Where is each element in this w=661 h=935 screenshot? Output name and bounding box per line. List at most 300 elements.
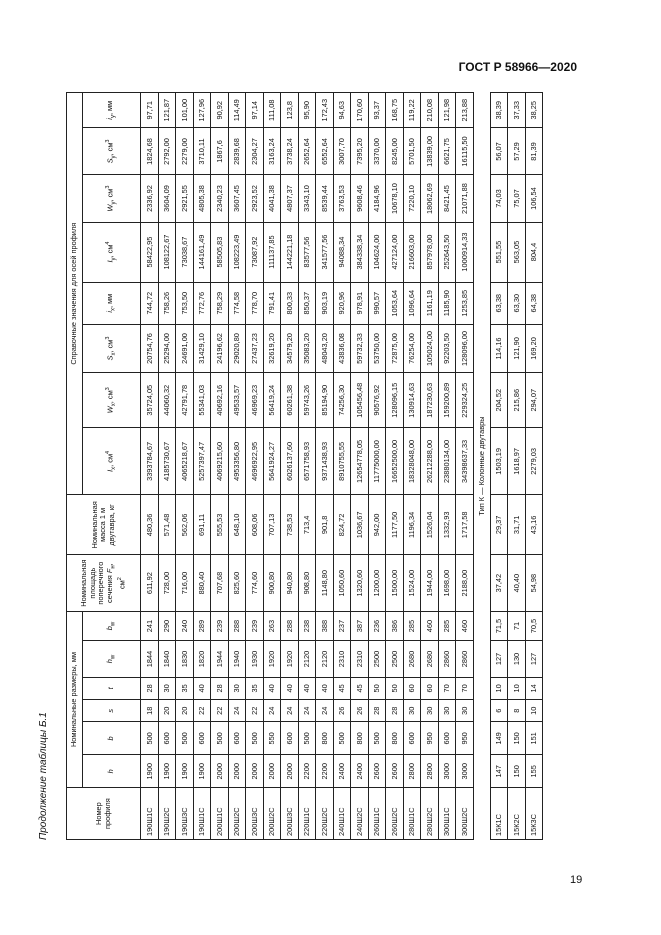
table-cell: 263 — [263, 611, 281, 640]
table-cell: 31429,10 — [193, 324, 211, 372]
table-cell: 2200 — [316, 755, 334, 788]
table-cell: 3604,09 — [158, 175, 176, 222]
table-cell: 753,50 — [176, 282, 194, 324]
profile-name-cell: 190Ш1С — [193, 788, 211, 840]
table-cell: 600 — [158, 722, 176, 755]
table-cell: 5701,50 — [403, 128, 421, 175]
table-cell: 920,96 — [333, 282, 351, 324]
table-cell: 241 — [141, 611, 159, 640]
col-header-profile: Номер профиля — [67, 788, 141, 840]
table-cell: 229324,25 — [456, 373, 474, 428]
table-cell: 2340,23 — [211, 175, 229, 222]
table-cell: 114,16 — [490, 324, 508, 372]
table-cell: 40 — [316, 677, 334, 699]
table-cell: 90,92 — [211, 93, 229, 128]
table-cell: 46969,23 — [246, 373, 264, 428]
table-cell: 127 — [525, 641, 543, 677]
table-cell: 14 — [525, 677, 543, 699]
group-header-nominal-dims: Номинальные размеры, мм — [67, 611, 83, 787]
table-cell: 460 — [456, 611, 474, 640]
table-cell: 555,53 — [211, 495, 229, 555]
table-cell: 1036,67 — [351, 495, 369, 555]
table-cell: 1900 — [193, 755, 211, 788]
table-cell: 74,03 — [490, 175, 508, 222]
table-cell: 1253,85 — [456, 282, 474, 324]
table-cell: 105456,48 — [351, 373, 369, 428]
table-cell: 2800 — [421, 755, 439, 788]
table-cell: 30 — [438, 700, 456, 722]
table-cell: 2500 — [368, 641, 386, 677]
table-cell: 940,80 — [281, 555, 299, 611]
table-cell: 880,40 — [193, 555, 211, 611]
table-cell: 942,00 — [368, 495, 386, 555]
table-cell: 2000 — [246, 755, 264, 788]
table-cell: 24 — [228, 700, 246, 722]
table-cell: 216603,00 — [403, 222, 421, 282]
profile-name-cell: 240Ш2С — [351, 788, 369, 840]
table-cell: 73038,67 — [176, 222, 194, 282]
type-k-title: Тип К — Колонные двутавры — [473, 93, 490, 840]
table-row — [525, 93, 543, 840]
table-row — [211, 93, 229, 840]
table-cell: 758,29 — [211, 282, 229, 324]
table-cell: 20754,76 — [141, 324, 159, 372]
table-cell: 6 — [490, 700, 508, 722]
table-cell: 563,05 — [508, 222, 526, 282]
table-cell: 4184,96 — [368, 175, 386, 222]
table-cell: 238 — [298, 611, 316, 640]
table-cell: 44060,32 — [158, 373, 176, 428]
col-header-area: Номинальная площадь поперечного сечения $F_н$, $см^2$ — [67, 555, 141, 611]
table-cell: 3393784,67 — [141, 428, 159, 495]
table-cell: 2600 — [386, 755, 404, 788]
table-cell: 3370,00 — [368, 128, 386, 175]
table-cell: 71 — [508, 611, 526, 640]
table-cell: 71,5 — [490, 611, 508, 640]
table-cell: 16115,50 — [456, 128, 474, 175]
table-cell: 500 — [298, 722, 316, 755]
table-cell: 2400 — [351, 755, 369, 788]
table-cell: 4065218,67 — [176, 428, 194, 495]
table-row — [438, 93, 456, 840]
table-cell: 128096,15 — [386, 373, 404, 428]
table-cell: 2310 — [333, 641, 351, 677]
col-header-sy: $S_y$, $см^3$ — [83, 128, 141, 175]
table-cell: 121,87 — [158, 93, 176, 128]
table-cell: 288 — [281, 611, 299, 640]
table-cell: 800,33 — [281, 282, 299, 324]
table-cell: 285 — [438, 611, 456, 640]
table-cell: 30 — [456, 700, 474, 722]
table-cell: 707,68 — [211, 555, 229, 611]
table-cell: 8245,00 — [386, 128, 404, 175]
profile-name-cell: 280Ш2С — [421, 788, 439, 840]
table-cell: 1698,00 — [438, 555, 456, 611]
table-cell: 8 — [508, 700, 526, 722]
table-cell: 8421,45 — [438, 175, 456, 222]
table-cell: 57,29 — [508, 128, 526, 175]
table-cell: 111,08 — [263, 93, 281, 128]
col-header-t: t — [83, 677, 141, 699]
table-cell: 4041,38 — [263, 175, 281, 222]
table-cell: 2680 — [421, 641, 439, 677]
table-cell: 4953356,80 — [228, 428, 246, 495]
table-cell: 49533,57 — [228, 373, 246, 428]
table-cell: 43,16 — [525, 495, 543, 555]
table-cell: 35 — [246, 677, 264, 699]
table-cell: 900,80 — [263, 555, 281, 611]
table-cell: 2336,92 — [141, 175, 159, 222]
table-cell: 2860 — [438, 641, 456, 677]
table-cell: 38,25 — [525, 93, 543, 128]
table-cell: 123,8 — [281, 93, 299, 128]
table-cell: 460 — [421, 611, 439, 640]
table-cell: 43836,08 — [333, 324, 351, 372]
table-cell: 1844 — [141, 641, 159, 677]
table-cell: 59743,26 — [298, 373, 316, 428]
table-body-k — [490, 93, 543, 840]
table-cell: 778,70 — [246, 282, 264, 324]
table-cell: 26212288,00 — [421, 428, 439, 495]
table-row — [193, 93, 211, 840]
table-cell: 1196,34 — [403, 495, 421, 555]
table-cell: 386 — [386, 611, 404, 640]
table-cell: 978,91 — [351, 282, 369, 324]
table-cell: 3000 — [456, 755, 474, 788]
table-row — [281, 93, 299, 840]
table-cell: 2923,52 — [246, 175, 264, 222]
table-cell: 1148,80 — [316, 555, 334, 611]
profile-name-cell: 300Ш1С — [438, 788, 456, 840]
table-cell: 38,39 — [490, 93, 508, 128]
table-cell: 24196,62 — [211, 324, 229, 372]
table-cell: 50 — [386, 677, 404, 699]
table-cell: 239 — [246, 611, 264, 640]
table-cell: 5641924,27 — [263, 428, 281, 495]
table-cell: 288 — [228, 611, 246, 640]
table-cell: 240 — [176, 611, 194, 640]
table-cell: 237 — [333, 611, 351, 640]
table-cell: 31,71 — [508, 495, 526, 555]
table-cell: 3007,70 — [333, 128, 351, 175]
table-cell: 2304,27 — [246, 128, 264, 175]
table-cell: 1944,00 — [421, 555, 439, 611]
table-caption: Продолжение таблицы Б.1 — [38, 712, 49, 840]
profile-name-cell: 190Ш2С — [158, 788, 176, 840]
table-cell: 92203,50 — [438, 324, 456, 372]
col-header-s: s — [83, 700, 141, 722]
table-cell: 150 — [508, 722, 526, 755]
table-cell: 7395,20 — [351, 128, 369, 175]
table-cell: 3343,10 — [298, 175, 316, 222]
table-cell: 4185730,67 — [158, 428, 176, 495]
table-cell: 29020,80 — [228, 324, 246, 372]
table-cell: 6552,64 — [316, 128, 334, 175]
table-cell: 63,30 — [508, 282, 526, 324]
table-cell: 34398637,33 — [456, 428, 474, 495]
table-cell: 10678,10 — [386, 175, 404, 222]
table-cell: 56419,24 — [263, 373, 281, 428]
col-header-ix: $I_x$, $см^4$ — [83, 428, 141, 495]
table-cell: 2680 — [403, 641, 421, 677]
table-cell: 40 — [298, 677, 316, 699]
table-cell: 60261,38 — [281, 373, 299, 428]
table-cell: 28 — [141, 677, 159, 699]
table-cell: 127,96 — [193, 93, 211, 128]
table-cell: 608,06 — [246, 495, 264, 555]
table-cell: 76254,00 — [403, 324, 421, 372]
table-cell: 55341,03 — [193, 373, 211, 428]
table-cell: 215,86 — [508, 373, 526, 428]
profile-name-cell: 15К3С — [525, 788, 543, 840]
table-cell: 8539,44 — [316, 175, 334, 222]
table-cell: 1320,60 — [351, 555, 369, 611]
table-cell: 236 — [368, 611, 386, 640]
col-header-mass: Номинальная масса 1 м двутавра, кг — [67, 495, 141, 555]
table-cell: 168,75 — [386, 93, 404, 128]
table-cell: 707,13 — [263, 495, 281, 555]
table-cell: 2860 — [456, 641, 474, 677]
table-cell: 6571758,93 — [298, 428, 316, 495]
col-header-wx: $W_x$, $см^3$ — [83, 373, 141, 428]
profile-name-cell: 220Ш2С — [316, 788, 334, 840]
rotated-table-area — [38, 92, 580, 840]
table-cell: 744,72 — [141, 282, 159, 324]
table-cell: 155 — [525, 755, 543, 788]
col-header-ixr: $i_x$, мм — [83, 282, 141, 324]
table-cell: 58505,83 — [211, 222, 229, 282]
table-cell: 571,48 — [158, 495, 176, 555]
table-cell: 18062,69 — [421, 175, 439, 222]
table-cell: 94088,34 — [333, 222, 351, 282]
table-cell: 2279,03 — [525, 428, 543, 495]
table-cell: 1820 — [193, 641, 211, 677]
table-cell: 121,90 — [508, 324, 526, 372]
profile-name-cell: 300Ш2С — [456, 788, 474, 840]
table-cell: 2800 — [403, 755, 421, 788]
table-cell: 550 — [263, 722, 281, 755]
table-cell: 2120 — [298, 641, 316, 677]
table-cell: 5257397,47 — [193, 428, 211, 495]
table-cell: 1920 — [263, 641, 281, 677]
table-cell: 119,22 — [403, 93, 421, 128]
table-cell: 728,00 — [158, 555, 176, 611]
table-cell: 22 — [211, 700, 229, 722]
table-cell: 11775000,00 — [368, 428, 386, 495]
table-cell: 50 — [368, 677, 386, 699]
profile-name-cell: 200Ш2С — [263, 788, 281, 840]
table-cell: 2000 — [211, 755, 229, 788]
profile-name-cell: 200Ш3С — [281, 788, 299, 840]
table-cell: 30 — [228, 677, 246, 699]
table-cell: 18 — [141, 700, 159, 722]
table-cell: 16652500,00 — [386, 428, 404, 495]
table-cell: 1200,00 — [368, 555, 386, 611]
table-row — [176, 93, 194, 840]
table-cell: 2279,00 — [176, 128, 194, 175]
table-cell: 500 — [141, 722, 159, 755]
table-cell: 53750,00 — [368, 324, 386, 372]
table-cell: 130 — [508, 641, 526, 677]
profile-name-cell: 280Ш1С — [403, 788, 421, 840]
table-cell: 2652,64 — [298, 128, 316, 175]
table-cell: 1840 — [158, 641, 176, 677]
table-cell: 30 — [158, 677, 176, 699]
table-cell: 25294,00 — [158, 324, 176, 372]
table-cell: 28 — [386, 700, 404, 722]
table-row — [246, 93, 264, 840]
table-cell: 101,00 — [176, 93, 194, 128]
table-cell: 72875,00 — [386, 324, 404, 372]
table-row — [141, 93, 159, 840]
table-cell: 2000 — [228, 755, 246, 788]
table-cell: 20 — [158, 700, 176, 722]
table-cell: 2600 — [368, 755, 386, 788]
table-cell: 800 — [316, 722, 334, 755]
table-cell: 151 — [525, 722, 543, 755]
table-row — [228, 93, 246, 840]
table-cell: 1900 — [158, 755, 176, 788]
table-cell: 18328048,00 — [403, 428, 421, 495]
table-cell: 990,57 — [368, 282, 386, 324]
table-cell: 758,26 — [158, 282, 176, 324]
table-body-k-title — [473, 93, 490, 840]
table-cell: 90576,92 — [368, 373, 386, 428]
table-cell: 93,37 — [368, 93, 386, 128]
table-cell: 70 — [456, 677, 474, 699]
table-cell: 13839,00 — [421, 128, 439, 175]
table-cell: 7220,10 — [403, 175, 421, 222]
table-cell: 2839,68 — [228, 128, 246, 175]
table-cell: 75,07 — [508, 175, 526, 222]
table-cell: 427124,00 — [386, 222, 404, 282]
table-cell: 9371438,93 — [316, 428, 334, 495]
table-row — [403, 93, 421, 840]
table-cell: 500 — [246, 722, 264, 755]
table-cell: 713,4 — [298, 495, 316, 555]
table-cell: 1944 — [211, 641, 229, 677]
profile-name-cell: 15К2С — [508, 788, 526, 840]
table-cell: 2000 — [263, 755, 281, 788]
table-cell: 60 — [421, 677, 439, 699]
table-cell: 73087,92 — [246, 222, 264, 282]
table-cell: 824,72 — [333, 495, 351, 555]
table-cell: 2188,00 — [456, 555, 474, 611]
table-cell: 1185,90 — [438, 282, 456, 324]
table-cell: 83577,56 — [298, 222, 316, 282]
table-cell: 40 — [193, 677, 211, 699]
table-row — [263, 93, 281, 840]
table-cell: 130914,63 — [403, 373, 421, 428]
table-cell: 54,98 — [525, 555, 543, 611]
table-cell: 40 — [263, 677, 281, 699]
table-cell: 35 — [176, 677, 194, 699]
table-cell: 169,20 — [525, 324, 543, 372]
table-cell: 600 — [228, 722, 246, 755]
table-cell: 29,37 — [490, 495, 508, 555]
table-cell: 716,00 — [176, 555, 194, 611]
table-cell: 791,41 — [263, 282, 281, 324]
col-header-hw: $h_w$ — [83, 641, 141, 677]
table-cell: 24691,00 — [176, 324, 194, 372]
table-cell: 97,14 — [246, 93, 264, 128]
table-cell: 37,33 — [508, 93, 526, 128]
table-cell: 23880134,00 — [438, 428, 456, 495]
table-cell: 97,71 — [141, 93, 159, 128]
table-cell: 3738,24 — [281, 128, 299, 175]
table-cell: 1920 — [281, 641, 299, 677]
table-cell: 387 — [351, 611, 369, 640]
col-header-iyr: $i_y$, мм — [83, 93, 141, 128]
table-row — [490, 93, 508, 840]
table-cell: 774,60 — [246, 555, 264, 611]
table-cell: 108223,49 — [228, 222, 246, 282]
table-cell: 1900 — [141, 755, 159, 788]
table-cell: 901,8 — [316, 495, 334, 555]
table-cell: 480,36 — [141, 495, 159, 555]
table-cell: 106,54 — [525, 175, 543, 222]
profile-name-cell: 190Ш1С — [141, 788, 159, 840]
table-cell: 384338,34 — [351, 222, 369, 282]
table-cell: 289 — [193, 611, 211, 640]
table-cell: 114,49 — [228, 93, 246, 128]
table-cell: 24 — [316, 700, 334, 722]
table-cell: 294,07 — [525, 373, 543, 428]
col-header-b: b — [83, 722, 141, 755]
profile-name-cell: 260Ш1С — [368, 788, 386, 840]
table-cell: 239 — [211, 611, 229, 640]
table-cell: 285 — [403, 611, 421, 640]
table-cell: 800 — [386, 722, 404, 755]
table-cell: 24 — [298, 700, 316, 722]
table-cell: 4069215,60 — [211, 428, 229, 495]
profile-data-table — [66, 92, 543, 840]
table-cell: 2400 — [333, 755, 351, 788]
table-cell: 56,07 — [490, 128, 508, 175]
table-cell: 64,38 — [525, 282, 543, 324]
table-cell: 40692,16 — [211, 373, 229, 428]
table-cell: 850,37 — [298, 282, 316, 324]
table-cell: 1000914,33 — [456, 222, 474, 282]
group-header-reference: Справочные значения для осей профиля — [67, 93, 83, 495]
table-cell: 3763,53 — [333, 175, 351, 222]
col-header-bw: $b_w$ — [83, 611, 141, 640]
table-cell: 149 — [490, 722, 508, 755]
table-row — [386, 93, 404, 840]
table-cell: 2120 — [316, 641, 334, 677]
table-cell: 95,90 — [298, 93, 316, 128]
table-cell: 35724,05 — [141, 373, 159, 428]
table-cell: 40,40 — [508, 555, 526, 611]
profile-name-cell: 200Ш2С — [228, 788, 246, 840]
table-cell: 63,38 — [490, 282, 508, 324]
table-cell: 2310 — [351, 641, 369, 677]
table-row — [508, 93, 526, 840]
table-cell: 10 — [508, 677, 526, 699]
table-cell: 1930 — [246, 641, 264, 677]
profile-name-cell: 200Ш1С — [211, 788, 229, 840]
table-cell: 172,43 — [316, 93, 334, 128]
table-cell: 1618,97 — [508, 428, 526, 495]
table-cell: 1524,00 — [403, 555, 421, 611]
table-row — [351, 93, 369, 840]
table-cell: 252643,50 — [438, 222, 456, 282]
table-cell: 108122,67 — [158, 222, 176, 282]
table-cell: 1096,64 — [403, 282, 421, 324]
table-cell: 2500 — [386, 641, 404, 677]
table-cell: 1824,68 — [141, 128, 159, 175]
table-cell: 144161,49 — [193, 222, 211, 282]
